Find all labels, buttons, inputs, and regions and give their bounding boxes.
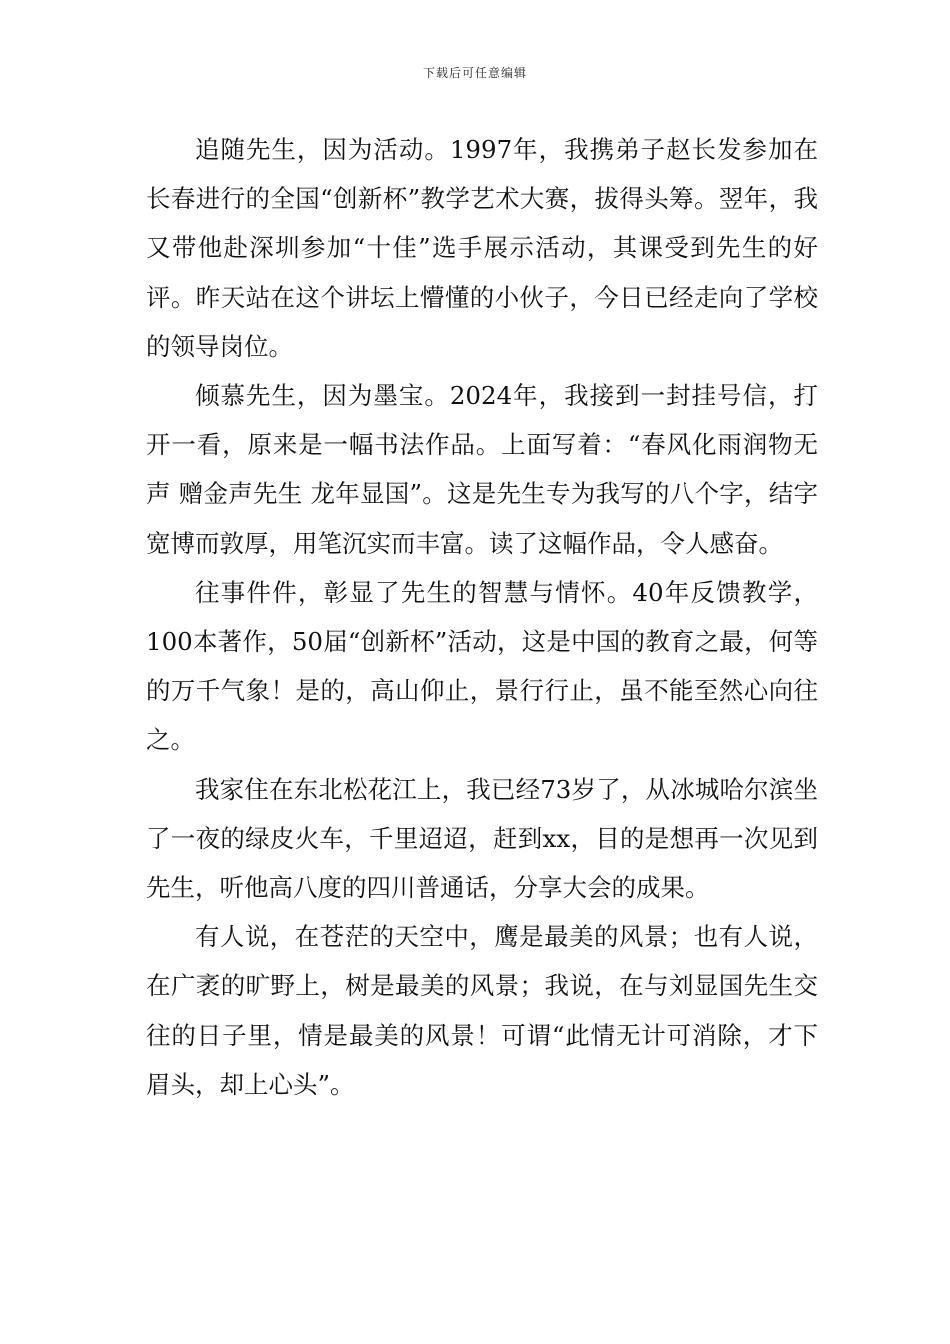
document-body bbox=[146, 125, 818, 1109]
paragraph-4: 我家住在东北松花江上，我已经73岁了，从冰城哈尔滨坐了一夜的绿皮火车，千里迢迢，赶到xx，目的是想再一次见到先生，听他高八度的四川普通话，分享大会的成果。 bbox=[146, 774, 818, 903]
page-header: 下载后可任意编辑 bbox=[422, 66, 527, 80]
paragraph-3: 往事件件，彰显了先生的智慧与情怀。40年反馈教学，100本著作，50届“创新杯”活动，这是中国的教育之最，何等的万千气象！是的，高山仰止，景行行止，虽不能至然心向往之。 bbox=[146, 577, 818, 755]
paragraph-5: 有人说，在苍茫的天空中，鹰是最美的风景；也有人说，在广袤的旷野上，树是最美的风景；我说，在与刘显国先生交往的日子里，情是最美的风景！可谓“此情无计可消除，才下眉头，却上心头”。 bbox=[146, 922, 818, 1099]
paragraph-1: 追随先生，因为活动。1997年，我携弟子赵长发参加在长春进行的全国“创新杯”教学艺术大赛，拔得头筹。翌年，我又带他赴深圳参加“十佳”选手展示活动，其课受到先生的好评。昨天站在这个讲坛上懵懂的小伙子，今日已经走向了学校的领导岗位。 bbox=[146, 135, 818, 361]
paragraph-2: 倾慕先生，因为墨宝。2024年，我接到一封挂号信，打开一看，原来是一幅书法作品。上面写着：“春风化雨润物无声 赠金声先生 龙年显国”。这是先生专为我写的八个字，结字宽博而敦厚，用笔沉实而丰富。读了这幅作品，令人感奋。 bbox=[146, 381, 818, 558]
